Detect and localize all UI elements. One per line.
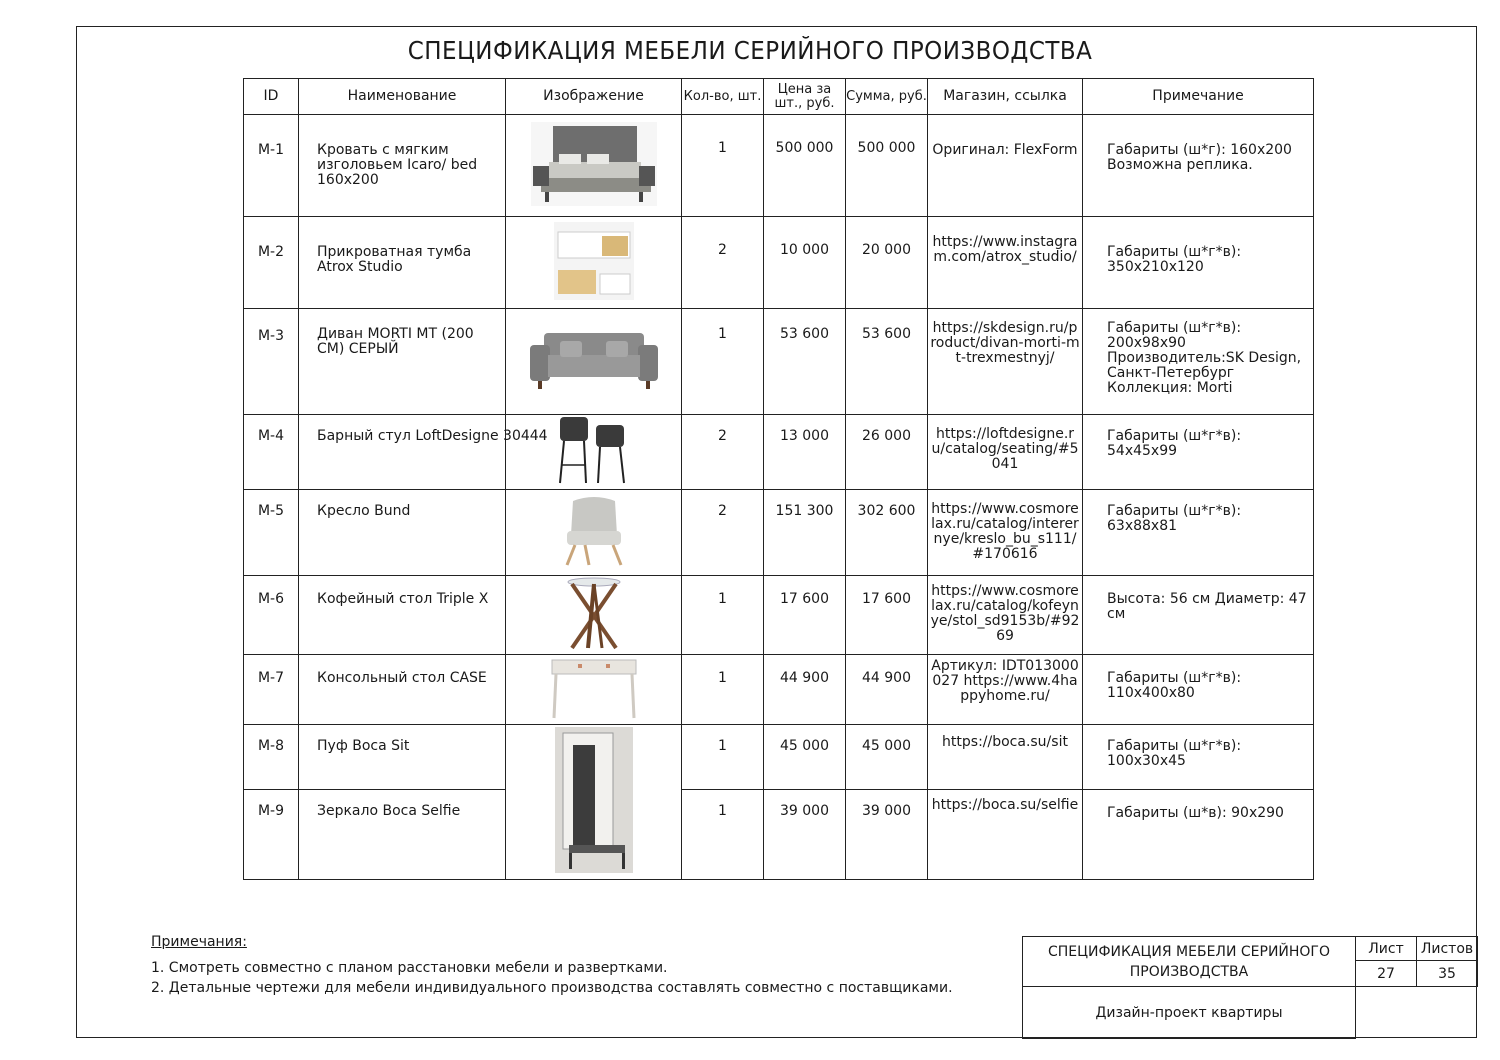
stamp-empty-cell (1356, 987, 1478, 1039)
item-shop: https://www.cosmorelax.ru/catalog/kofeynye/stol_sd9153b/#9269 (928, 576, 1083, 655)
col-header: Кол-во, шт. (682, 79, 764, 115)
bed-image (531, 122, 657, 206)
item-name: Кресло Bund (299, 490, 506, 576)
armchair-image (559, 495, 629, 567)
item-shop: Оригинал: FlexForm (928, 115, 1083, 217)
item-image-cell (506, 217, 682, 309)
col-header: Цена за шт., руб. (764, 79, 846, 115)
stamp-sheet-number: 27 (1356, 961, 1417, 987)
item-sum: 17 600 (846, 576, 928, 655)
item-note: Габариты (ш*г): 160x200 Возможна реплика. (1083, 115, 1314, 217)
item-image-cell (506, 490, 682, 576)
item-note: Высота: 56 см Диаметр: 47 см (1083, 576, 1314, 655)
item-id: М-6 (244, 576, 299, 655)
item-image-cell (506, 309, 682, 415)
item-qty: 2 (682, 490, 764, 576)
note-item: 1. Смотреть совместно с планом расстановки мебели и развертками. (151, 960, 668, 976)
item-image-cell (506, 725, 682, 880)
item-name: Диван MORTI MT (200 СМ) СЕРЫЙ (299, 309, 506, 415)
table-row (244, 309, 1314, 415)
item-qty: 1 (682, 790, 764, 880)
sofa-image (530, 329, 658, 391)
item-price: 17 600 (764, 576, 846, 655)
item-name: Пуф Boca Sit (299, 725, 506, 790)
mirror-pouf-image (555, 727, 633, 873)
item-sum: 500 000 (846, 115, 928, 217)
console-table-image (550, 656, 638, 720)
item-shop: https://boca.su/selfie (928, 790, 1083, 880)
item-price: 151 300 (764, 490, 846, 576)
item-qty: 1 (682, 725, 764, 790)
item-qty: 2 (682, 415, 764, 490)
item-id: М-3 (244, 309, 299, 415)
table-header-row (244, 79, 1314, 115)
item-qty: 1 (682, 115, 764, 217)
table-row (244, 217, 1314, 309)
table-row (244, 790, 1314, 880)
table-row (244, 115, 1314, 217)
bar-stool-image (556, 415, 632, 485)
item-name: Барный стул LoftDesigne 30444 (299, 415, 506, 490)
item-name: Зеркало Boca Selfie (299, 790, 506, 880)
item-id: М-7 (244, 655, 299, 725)
item-qty: 1 (682, 576, 764, 655)
col-header: Магазин, ссылка (928, 79, 1083, 115)
table-row (244, 576, 1314, 655)
item-id: М-2 (244, 217, 299, 309)
item-image-cell (506, 115, 682, 217)
col-header: Примечание (1083, 79, 1314, 115)
item-sum: 20 000 (846, 217, 928, 309)
table-row (244, 490, 1314, 576)
item-note: Габариты (ш*в): 90x290 (1083, 790, 1314, 880)
item-qty: 1 (682, 655, 764, 725)
stamp-project: Дизайн-проект квартиры (1023, 987, 1356, 1039)
table-row (244, 415, 1314, 490)
spec-table (243, 78, 1314, 880)
item-note: Габариты (ш*г*в): 350x210x120 (1083, 217, 1314, 309)
item-note: Габариты (ш*г*в): 63x88x81 (1083, 490, 1314, 576)
item-image-cell (506, 576, 682, 655)
item-price: 53 600 (764, 309, 846, 415)
table-row (244, 655, 1314, 725)
item-price: 39 000 (764, 790, 846, 880)
item-note: Габариты (ш*г*в): 200x98x90 Производитель:SK Design, Санкт-Петербург Коллекция: Morti (1083, 309, 1314, 415)
item-shop: https://boca.su/sit (928, 725, 1083, 790)
stamp-title: СПЕЦИФИКАЦИЯ МЕБЕЛИ СЕРИЙНОГО ПРОИЗВОДСТВА (1023, 937, 1356, 987)
table-row (244, 725, 1314, 790)
item-name: Прикроватная тумба Atrox Studio (299, 217, 506, 309)
item-image-cell (506, 415, 682, 490)
item-id: М-1 (244, 115, 299, 217)
item-id: М-9 (244, 790, 299, 880)
item-qty: 2 (682, 217, 764, 309)
item-note: Габариты (ш*г*в): 110x400x80 (1083, 655, 1314, 725)
item-sum: 44 900 (846, 655, 928, 725)
col-header: ID (244, 79, 299, 115)
item-name: Кофейный стол Triple X (299, 576, 506, 655)
item-id: М-5 (244, 490, 299, 576)
item-price: 44 900 (764, 655, 846, 725)
item-qty: 1 (682, 309, 764, 415)
item-price: 500 000 (764, 115, 846, 217)
item-shop: https://skdesign.ru/product/divan-morti-mt-trexmestnyj/ (928, 309, 1083, 415)
item-sum: 26 000 (846, 415, 928, 490)
item-sum: 45 000 (846, 725, 928, 790)
item-price: 10 000 (764, 217, 846, 309)
nightstand-image (554, 222, 634, 300)
coffee-table-image (566, 576, 622, 650)
item-sum: 53 600 (846, 309, 928, 415)
col-header: Изображение (506, 79, 682, 115)
item-sum: 302 600 (846, 490, 928, 576)
item-id: М-4 (244, 415, 299, 490)
item-note: Габариты (ш*г*в): 54x45x99 (1083, 415, 1314, 490)
item-image-cell (506, 655, 682, 725)
item-note: Габариты (ш*г*в): 100x30x45 (1083, 725, 1314, 790)
item-shop: Артикул: IDT013000027 https://www.4happyhome.ru/ (928, 655, 1083, 725)
notes-block (151, 932, 953, 998)
title-block (1022, 936, 1477, 1038)
note-item: 2. Детальные чертежи для мебели индивидуального производства составлять совместно с поставщиками. (151, 980, 953, 996)
stamp-sheets-label: Листов (1417, 937, 1478, 961)
page-title: СПЕЦИФИКАЦИЯ МЕБЕЛИ СЕРИЙНОГО ПРОИЗВОДСТВА (407, 36, 1093, 65)
item-price: 13 000 (764, 415, 846, 490)
notes-heading: Примечания: (151, 934, 247, 950)
item-shop: https://www.instagram.com/atrox_studio/ (928, 217, 1083, 309)
item-name: Кровать с мягким изголовьем Icaro/ bed 160x200 (299, 115, 506, 217)
item-id: М-8 (244, 725, 299, 790)
item-name: Консольный стол CASE (299, 655, 506, 725)
item-shop: https://loftdesigne.ru/catalog/seating/#5041 (928, 415, 1083, 490)
item-shop: https://www.cosmorelax.ru/catalog/interernye/kreslo_bu_s111/#170616 (928, 490, 1083, 576)
stamp-sheet-label: Лист (1356, 937, 1417, 961)
col-header: Наименование (299, 79, 506, 115)
col-header: Сумма, руб. (846, 79, 928, 115)
stamp-sheets-total: 35 (1417, 961, 1478, 987)
item-price: 45 000 (764, 725, 846, 790)
item-sum: 39 000 (846, 790, 928, 880)
